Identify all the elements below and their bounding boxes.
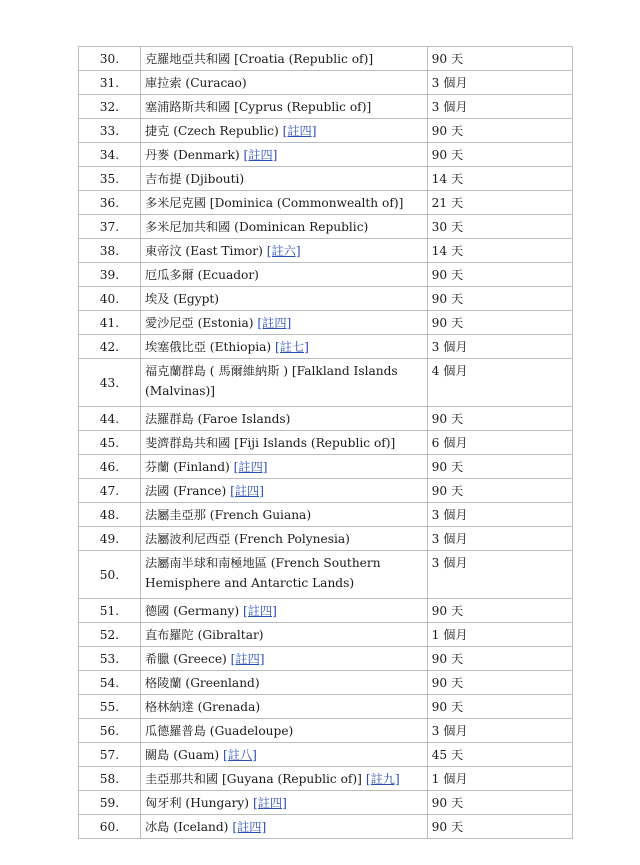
- footnote-link[interactable]: [註四]: [230, 651, 265, 666]
- stay-duration: 14 天: [427, 167, 572, 191]
- stay-duration: 3 個月: [427, 71, 572, 95]
- row-number: 38.: [79, 239, 141, 263]
- table-row: [79, 479, 573, 503]
- table-row: [79, 239, 573, 263]
- country-cell: [141, 359, 428, 407]
- row-number: 46.: [79, 455, 141, 479]
- row-number: 30.: [79, 47, 141, 71]
- stay-duration: 90 天: [427, 695, 572, 719]
- country-name: 吉布提 (Djibouti): [145, 171, 245, 186]
- row-number: 31.: [79, 71, 141, 95]
- country-name: 圭亞那共和國 [Guyana (Republic of)]: [145, 771, 362, 786]
- country-name: 克羅地亞共和國 [Croatia (Republic of)]: [145, 51, 374, 66]
- table-row: [79, 455, 573, 479]
- table-row: [79, 431, 573, 455]
- stay-duration: 45 天: [427, 743, 572, 767]
- row-number: 37.: [79, 215, 141, 239]
- row-number: 47.: [79, 479, 141, 503]
- row-number: 41.: [79, 311, 141, 335]
- stay-duration: 90 天: [427, 287, 572, 311]
- stay-duration: 90 天: [427, 455, 572, 479]
- country-name: 法國 (France): [145, 483, 227, 498]
- footnote-link[interactable]: [註四]: [230, 483, 264, 498]
- footnote-link[interactable]: [註四]: [233, 459, 268, 474]
- table-row: [79, 263, 573, 287]
- stay-duration: 1 個月: [427, 767, 572, 791]
- stay-duration: 90 天: [427, 143, 572, 167]
- stay-duration: 90 天: [427, 599, 572, 623]
- country-cell: [141, 647, 428, 671]
- country-cell: [141, 167, 428, 191]
- row-number: 49.: [79, 527, 141, 551]
- table-row: [79, 143, 573, 167]
- stay-duration: 1 個月: [427, 623, 572, 647]
- row-number: 54.: [79, 671, 141, 695]
- footnote-link[interactable]: [註六]: [266, 243, 301, 258]
- country-name: 斐濟群島共和國 [Fiji Islands (Republic of)]: [145, 435, 396, 450]
- country-cell: [141, 335, 428, 359]
- country-name: 格陵蘭 (Greenland): [145, 675, 260, 690]
- country-name: 厄瓜多爾 (Ecuador): [145, 267, 259, 282]
- country-cell: [141, 767, 428, 791]
- row-number: 59.: [79, 791, 141, 815]
- table-row: [79, 719, 573, 743]
- row-number: 60.: [79, 815, 141, 839]
- row-number: 57.: [79, 743, 141, 767]
- row-number: 32.: [79, 95, 141, 119]
- country-name: 埃及 (Egypt): [145, 291, 220, 306]
- row-number: 52.: [79, 623, 141, 647]
- table-row: [79, 623, 573, 647]
- table-row: [79, 311, 573, 335]
- country-cell: [141, 671, 428, 695]
- visa-free-countries-table: [78, 46, 573, 839]
- row-number: 56.: [79, 719, 141, 743]
- country-cell: [141, 791, 428, 815]
- stay-duration: 90 天: [427, 791, 572, 815]
- country-cell: [141, 239, 428, 263]
- stay-duration: 14 天: [427, 239, 572, 263]
- country-cell: [141, 311, 428, 335]
- table-row: [79, 815, 573, 839]
- country-cell: [141, 815, 428, 839]
- country-cell: [141, 215, 428, 239]
- country-name: 希臘 (Greece): [145, 651, 227, 666]
- table-row: [79, 599, 573, 623]
- stay-duration: 90 天: [427, 263, 572, 287]
- row-number: 34.: [79, 143, 141, 167]
- footnote-link[interactable]: [註四]: [282, 123, 317, 138]
- table-row: [79, 671, 573, 695]
- country-name: 東帝汶 (East Timor): [145, 243, 263, 258]
- stay-duration: 21 天: [427, 191, 572, 215]
- stay-duration: 3 個月: [427, 503, 572, 527]
- footnote-link[interactable]: [註四]: [242, 603, 277, 618]
- row-number: 42.: [79, 335, 141, 359]
- country-name: 福克蘭群島 ( 馬爾維納斯 ) [Falkland Islands (Malvinas)]: [145, 364, 398, 398]
- stay-duration: 3 個月: [427, 551, 572, 599]
- row-number: 53.: [79, 647, 141, 671]
- country-cell: [141, 527, 428, 551]
- table-row: [79, 503, 573, 527]
- country-cell: [141, 47, 428, 71]
- stay-duration: 30 天: [427, 215, 572, 239]
- table-row: [79, 695, 573, 719]
- table-row: [79, 167, 573, 191]
- row-number: 33.: [79, 119, 141, 143]
- country-cell: [141, 263, 428, 287]
- row-number: 35.: [79, 167, 141, 191]
- country-name: 法屬圭亞那 (French Guiana): [145, 507, 312, 522]
- footnote-link[interactable]: [註八]: [223, 747, 257, 762]
- country-name: 關島 (Guam): [145, 747, 220, 762]
- stay-duration: 90 天: [427, 815, 572, 839]
- stay-duration: 90 天: [427, 119, 572, 143]
- country-name: 多米尼加共和國 (Dominican Republic): [145, 219, 369, 234]
- table-row: [79, 119, 573, 143]
- table-row: [79, 527, 573, 551]
- stay-duration: 90 天: [427, 407, 572, 431]
- row-number: 55.: [79, 695, 141, 719]
- country-cell: [141, 479, 428, 503]
- footnote-link[interactable]: [註九]: [365, 771, 400, 786]
- table-row: [79, 791, 573, 815]
- table-body: [79, 47, 573, 839]
- footnote-link[interactable]: [註四]: [252, 795, 287, 810]
- country-name: 冰島 (Iceland): [145, 819, 229, 834]
- country-cell: [141, 431, 428, 455]
- country-name: 瓜德羅普島 (Guadeloupe): [145, 723, 294, 738]
- stay-duration: 90 天: [427, 671, 572, 695]
- country-cell: [141, 743, 428, 767]
- table-row: [79, 191, 573, 215]
- country-name: 芬蘭 (Finland): [145, 459, 230, 474]
- stay-duration: 3 個月: [427, 95, 572, 119]
- country-name: 愛沙尼亞 (Estonia): [145, 315, 254, 330]
- table-row: [79, 71, 573, 95]
- stay-duration: 90 天: [427, 479, 572, 503]
- table-row: [79, 215, 573, 239]
- row-number: 50.: [79, 551, 141, 599]
- row-number: 43.: [79, 359, 141, 407]
- footnote-link[interactable]: [註四]: [232, 819, 267, 834]
- country-name: 法羅群島 (Faroe Islands): [145, 411, 291, 426]
- country-name: 直布羅陀 (Gibraltar): [145, 627, 264, 642]
- country-name: 埃塞俄比亞 (Ethiopia): [145, 339, 272, 354]
- country-name: 塞浦路斯共和國 [Cyprus (Republic of)]: [145, 99, 372, 114]
- row-number: 51.: [79, 599, 141, 623]
- country-name: 德國 (Germany): [145, 603, 240, 618]
- country-cell: [141, 71, 428, 95]
- table-row: [79, 335, 573, 359]
- stay-duration: 3 個月: [427, 527, 572, 551]
- stay-duration: 90 天: [427, 647, 572, 671]
- country-cell: [141, 455, 428, 479]
- stay-duration: 90 天: [427, 47, 572, 71]
- country-cell: [141, 719, 428, 743]
- footnote-link[interactable]: [註四]: [243, 147, 278, 162]
- table-row: [79, 47, 573, 71]
- country-name: 庫拉索 (Curacao): [145, 75, 247, 90]
- country-name: 丹麥 (Denmark): [145, 147, 240, 162]
- stay-duration: 3 個月: [427, 719, 572, 743]
- row-number: 48.: [79, 503, 141, 527]
- country-cell: [141, 287, 428, 311]
- table-row: [79, 407, 573, 431]
- country-cell: [141, 143, 428, 167]
- row-number: 44.: [79, 407, 141, 431]
- row-number: 58.: [79, 767, 141, 791]
- table-row: [79, 647, 573, 671]
- country-cell: [141, 695, 428, 719]
- stay-duration: 6 個月: [427, 431, 572, 455]
- country-cell: [141, 551, 428, 599]
- row-number: 45.: [79, 431, 141, 455]
- country-cell: [141, 119, 428, 143]
- country-cell: [141, 599, 428, 623]
- row-number: 36.: [79, 191, 141, 215]
- country-cell: [141, 623, 428, 647]
- stay-duration: 90 天: [427, 311, 572, 335]
- country-cell: [141, 503, 428, 527]
- country-cell: [141, 191, 428, 215]
- table-row: [79, 551, 573, 599]
- row-number: 39.: [79, 263, 141, 287]
- footnote-link[interactable]: [註四]: [257, 315, 292, 330]
- table-row: [79, 359, 573, 407]
- stay-duration: 4 個月: [427, 359, 572, 407]
- country-name: 捷克 (Czech Republic): [145, 123, 279, 138]
- country-name: 格林納達 (Grenada): [145, 699, 261, 714]
- country-name: 多米尼克國 [Dominica (Commonwealth of)]: [145, 195, 404, 210]
- table-row: [79, 743, 573, 767]
- row-number: 40.: [79, 287, 141, 311]
- country-name: 匈牙利 (Hungary): [145, 795, 250, 810]
- table-row: [79, 287, 573, 311]
- country-name: 法屬南半球和南極地區 (French Southern Hemisphere and Antarctic Lands): [145, 556, 381, 590]
- table-row: [79, 95, 573, 119]
- stay-duration: 3 個月: [427, 335, 572, 359]
- country-name: 法屬波利尼西亞 (French Polynesia): [145, 531, 350, 546]
- country-cell: [141, 407, 428, 431]
- table-row: [79, 767, 573, 791]
- country-cell: [141, 95, 428, 119]
- footnote-link[interactable]: [註七]: [275, 339, 309, 354]
